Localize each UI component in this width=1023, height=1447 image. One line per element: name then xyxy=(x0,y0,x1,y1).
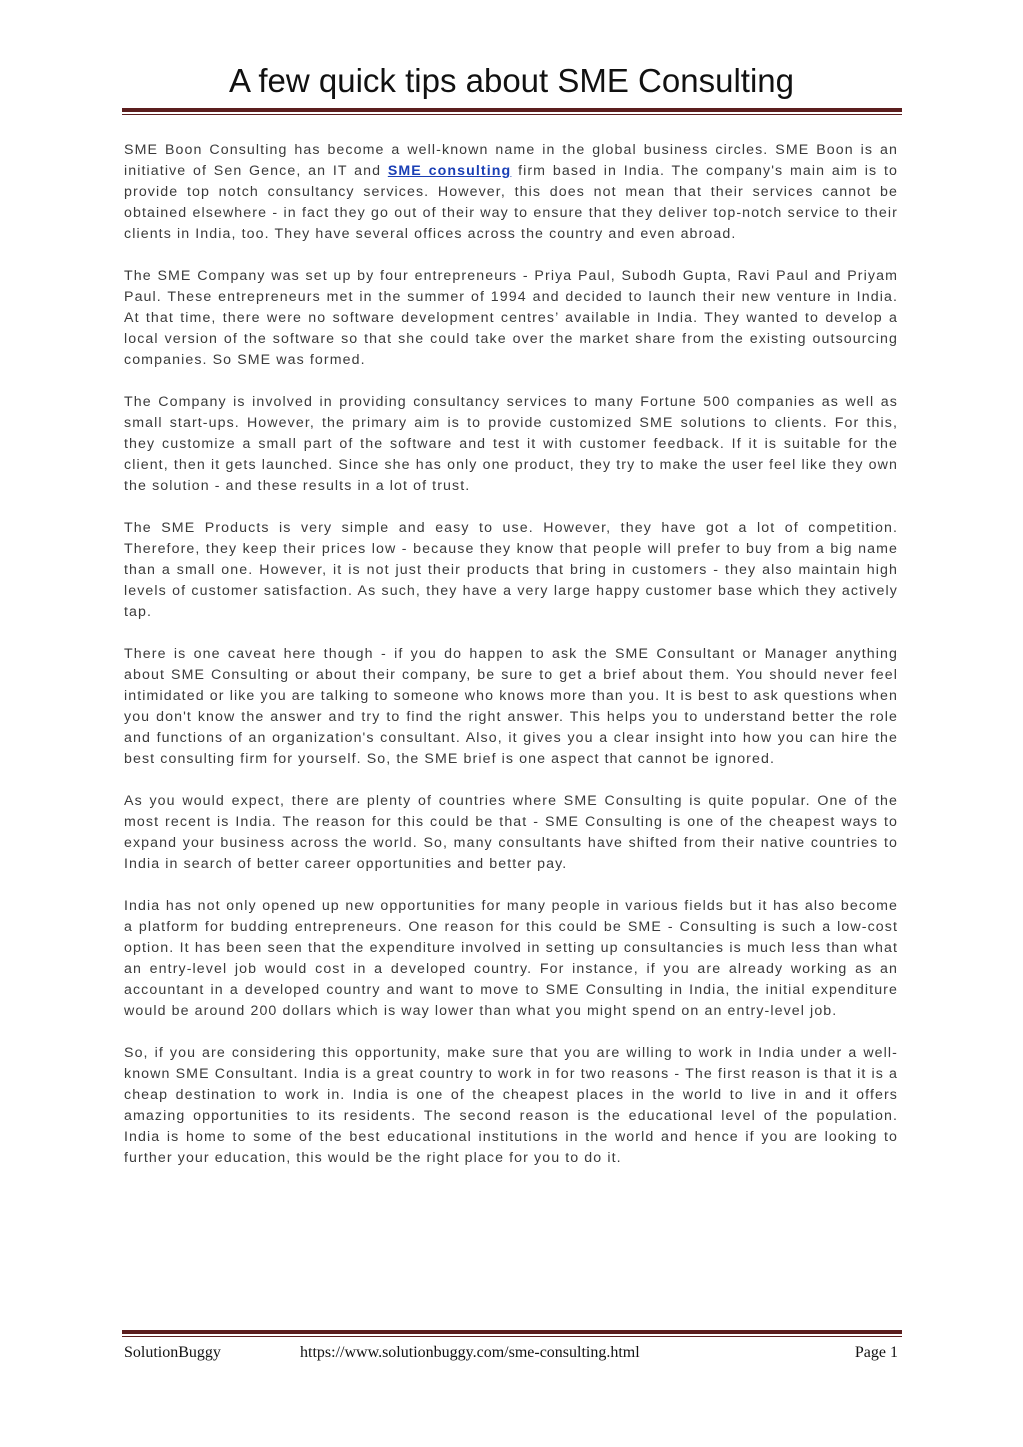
paragraph-3: The Company is involved in providing consultancy services to many Fortune 500 companies as well as small start-ups. However, the primary aim is to provide customized SME solutions to clients. For this, they customize a small part of the software and test it with customer feedback. If it is suitable for the client, then it gets launched. Since she has only one product, they try to make the user feel like they own the solution - and these results in a lot of trust. xyxy=(124,394,898,494)
footer-page-number: Page 1 xyxy=(854,1344,898,1361)
paragraph-1 xyxy=(124,140,898,245)
footer-url: https://www.solutionbuggy.com/sme-consulting.html xyxy=(300,1344,640,1361)
paragraph-4: The SME Products is very simple and easy to use. However, they have got a lot of competition. Therefore, they keep their prices low - because they know that people will prefer to buy from a big name than a small one. However, it is not just their products that bring in customers - they also maintain high levels of customer satisfaction. As such, they have a very large happy customer base which they actively tap. xyxy=(124,520,898,620)
paragraph-1-after: firm based in India. The company's main aim is to provide top notch consultancy services. However, this does not mean that their services cannot be obtained elsewhere - in fact they go out of their way to ensure that they deliver top-notch service to their clients in India, too. They have several offices across the country and even abroad. xyxy=(124,163,898,242)
page-footer xyxy=(124,1344,898,1366)
paragraph-5: There is one caveat here though - if you do happen to ask the SME Consultant or Manager anything about SME Consulting or about their company, be sure to get a brief about them. You should never feel intimidated or like you are talking to someone who knows more than you. It is best to ask questions when you don't know the answer and try to find the right answer. This helps you to understand better the role and functions of an organization's consultant. Also, it gives you a clear insight into how you can hire the best consulting firm for yourself. So, the SME brief is one aspect that cannot be ignored. xyxy=(124,646,898,767)
footer-divider xyxy=(122,1330,902,1337)
paragraph-1-before: SME Boon Consulting has become a well-known name in the global business circles. SME Boon is an initiative of Sen Gence, an IT and xyxy=(124,142,898,179)
article-body xyxy=(124,140,898,1190)
footer-site-name: SolutionBuggy xyxy=(124,1344,221,1361)
paragraph-6: As you would expect, there are plenty of countries where SME Consulting is quite popular. One of the most recent is India. The reason for this could be that - SME Consulting is one of the cheapest ways to expand your business across the world. So, many consultants have shifted from their native countries to India in search of better career opportunities and better pay. xyxy=(124,793,898,872)
title-divider xyxy=(122,108,902,115)
sme-consulting-link[interactable]: SME consulting xyxy=(387,163,512,179)
paragraph-2: The SME Company was set up by four entrepreneurs - Priya Paul, Subodh Gupta, Ravi Paul and Priyam Paul. These entrepreneurs met in the summer of 1994 and decided to launch their new venture in India. At that time, there were no software development centres’ available in India. They wanted to develop a local version of the software so that she could take over the market share from the existing outsourcing companies. So SME was formed. xyxy=(124,268,898,368)
page-title: A few quick tips about SME Consulting xyxy=(229,62,794,99)
paragraph-8: So, if you are considering this opportunity, make sure that you are willing to work in India under a well-known SME Consultant. India is a great country to work in for two reasons - The first reason is that it is a cheap destination to work in. India is one of the cheapest places in the world to live in and it offers amazing opportunities to its residents. The second reason is the educational level of the population. India is home to some of the best educational institutions in the world and hence if you are looking to further your education, this would be the right place for you to do it. xyxy=(124,1045,898,1166)
paragraph-7: India has not only opened up new opportunities for many people in various fields but it has also become a platform for budding entrepreneurs. One reason for this could be SME - Consulting is such a low-cost option. It has been seen that the expenditure involved in setting up consultancies is much less than what an entry-level job would cost in a developed country. For instance, if you are already working as an accountant in a developed country and want to move to SME Consulting in India, the initial expenditure would be around 200 dollars which is way lower than what you might spend on an entry-level job. xyxy=(124,898,898,1019)
